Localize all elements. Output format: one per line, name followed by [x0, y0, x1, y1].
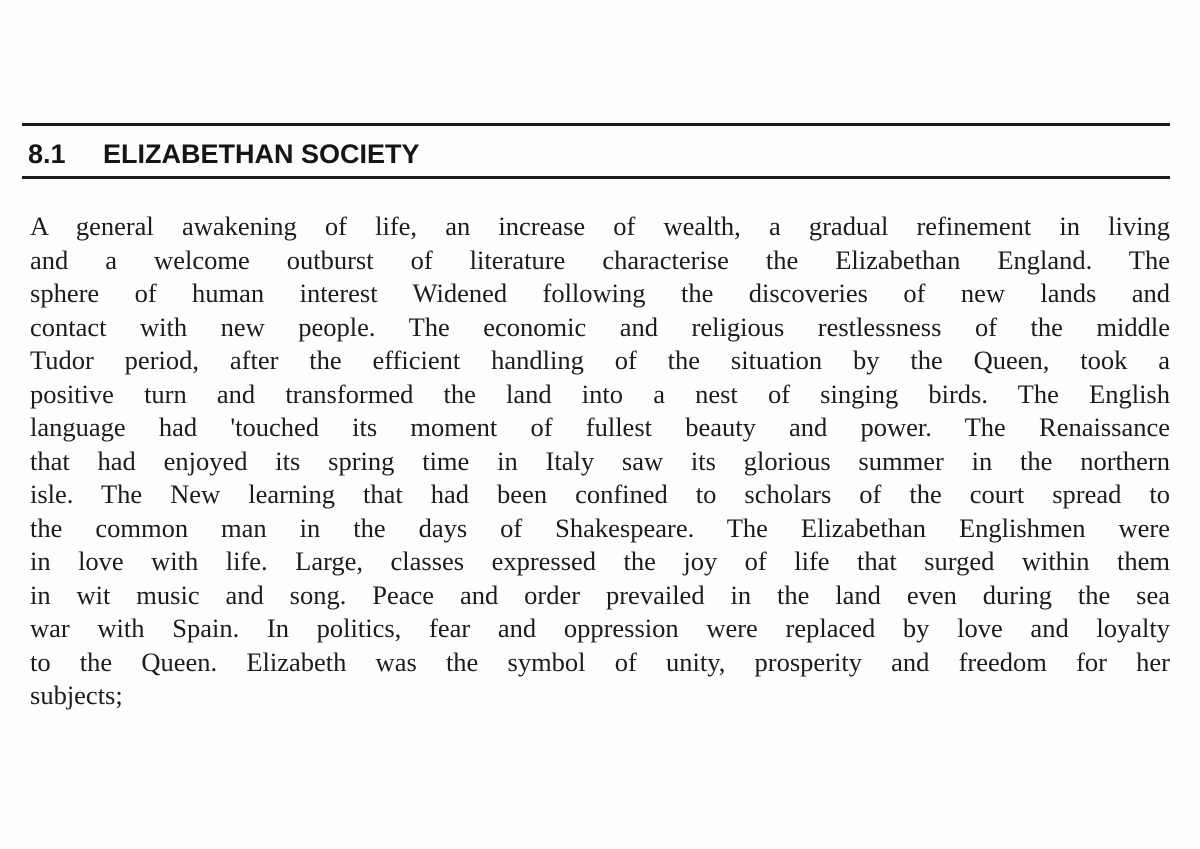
paragraph-line: contact with new people. The economic and religious restlessness of the middle [30, 311, 1170, 342]
paragraph-line: in wit music and song. Peace and order prevailed in the land even during the sea [30, 579, 1170, 610]
paragraph-line: A general awakening of life, an increase of wealth, a gradual refinement in living [30, 211, 1170, 241]
paragraph-line: subjects; [30, 680, 123, 710]
paragraph-line: language had 'touched its moment of fullest beauty and power. The Renaissance [30, 412, 1170, 442]
body-paragraph [30, 210, 1170, 713]
section-heading [28, 136, 420, 172]
section-number: 8.1 [28, 138, 66, 169]
paragraph-line: war with Spain. In politics, fear and oppression were replaced by love and loyalty [30, 613, 1170, 643]
paragraph-line: in love with life. Large, classes expressed the joy of life that surged within them [30, 546, 1170, 576]
heading-top-rule [22, 123, 1170, 126]
paragraph-line: and a welcome outburst of literature characterise the Elizabethan England. The [30, 244, 1170, 275]
paragraph-line: the common man in the days of Shakespeare. The Elizabethan Englishmen were [30, 512, 1170, 543]
paragraph-line: that had enjoyed its spring time in Italy saw its glorious summer in the northern [30, 445, 1170, 476]
paragraph-line: isle. The New learning that had been confined to scholars of the court spread to [30, 479, 1170, 509]
paragraph-line: positive turn and transformed the land into a nest of singing birds. The English [30, 378, 1170, 409]
heading-bottom-rule [22, 176, 1170, 179]
paragraph-line: to the Queen. Elizabeth was the symbol of unity, prosperity and freedom for her [30, 646, 1170, 677]
paragraph-line: sphere of human interest Widened following the discoveries of new lands and [30, 278, 1170, 308]
section-title: ELIZABETHAN SOCIETY [103, 138, 420, 169]
paragraph-line: Tudor period, after the efficient handling of the situation by the Queen, took a [30, 345, 1170, 375]
